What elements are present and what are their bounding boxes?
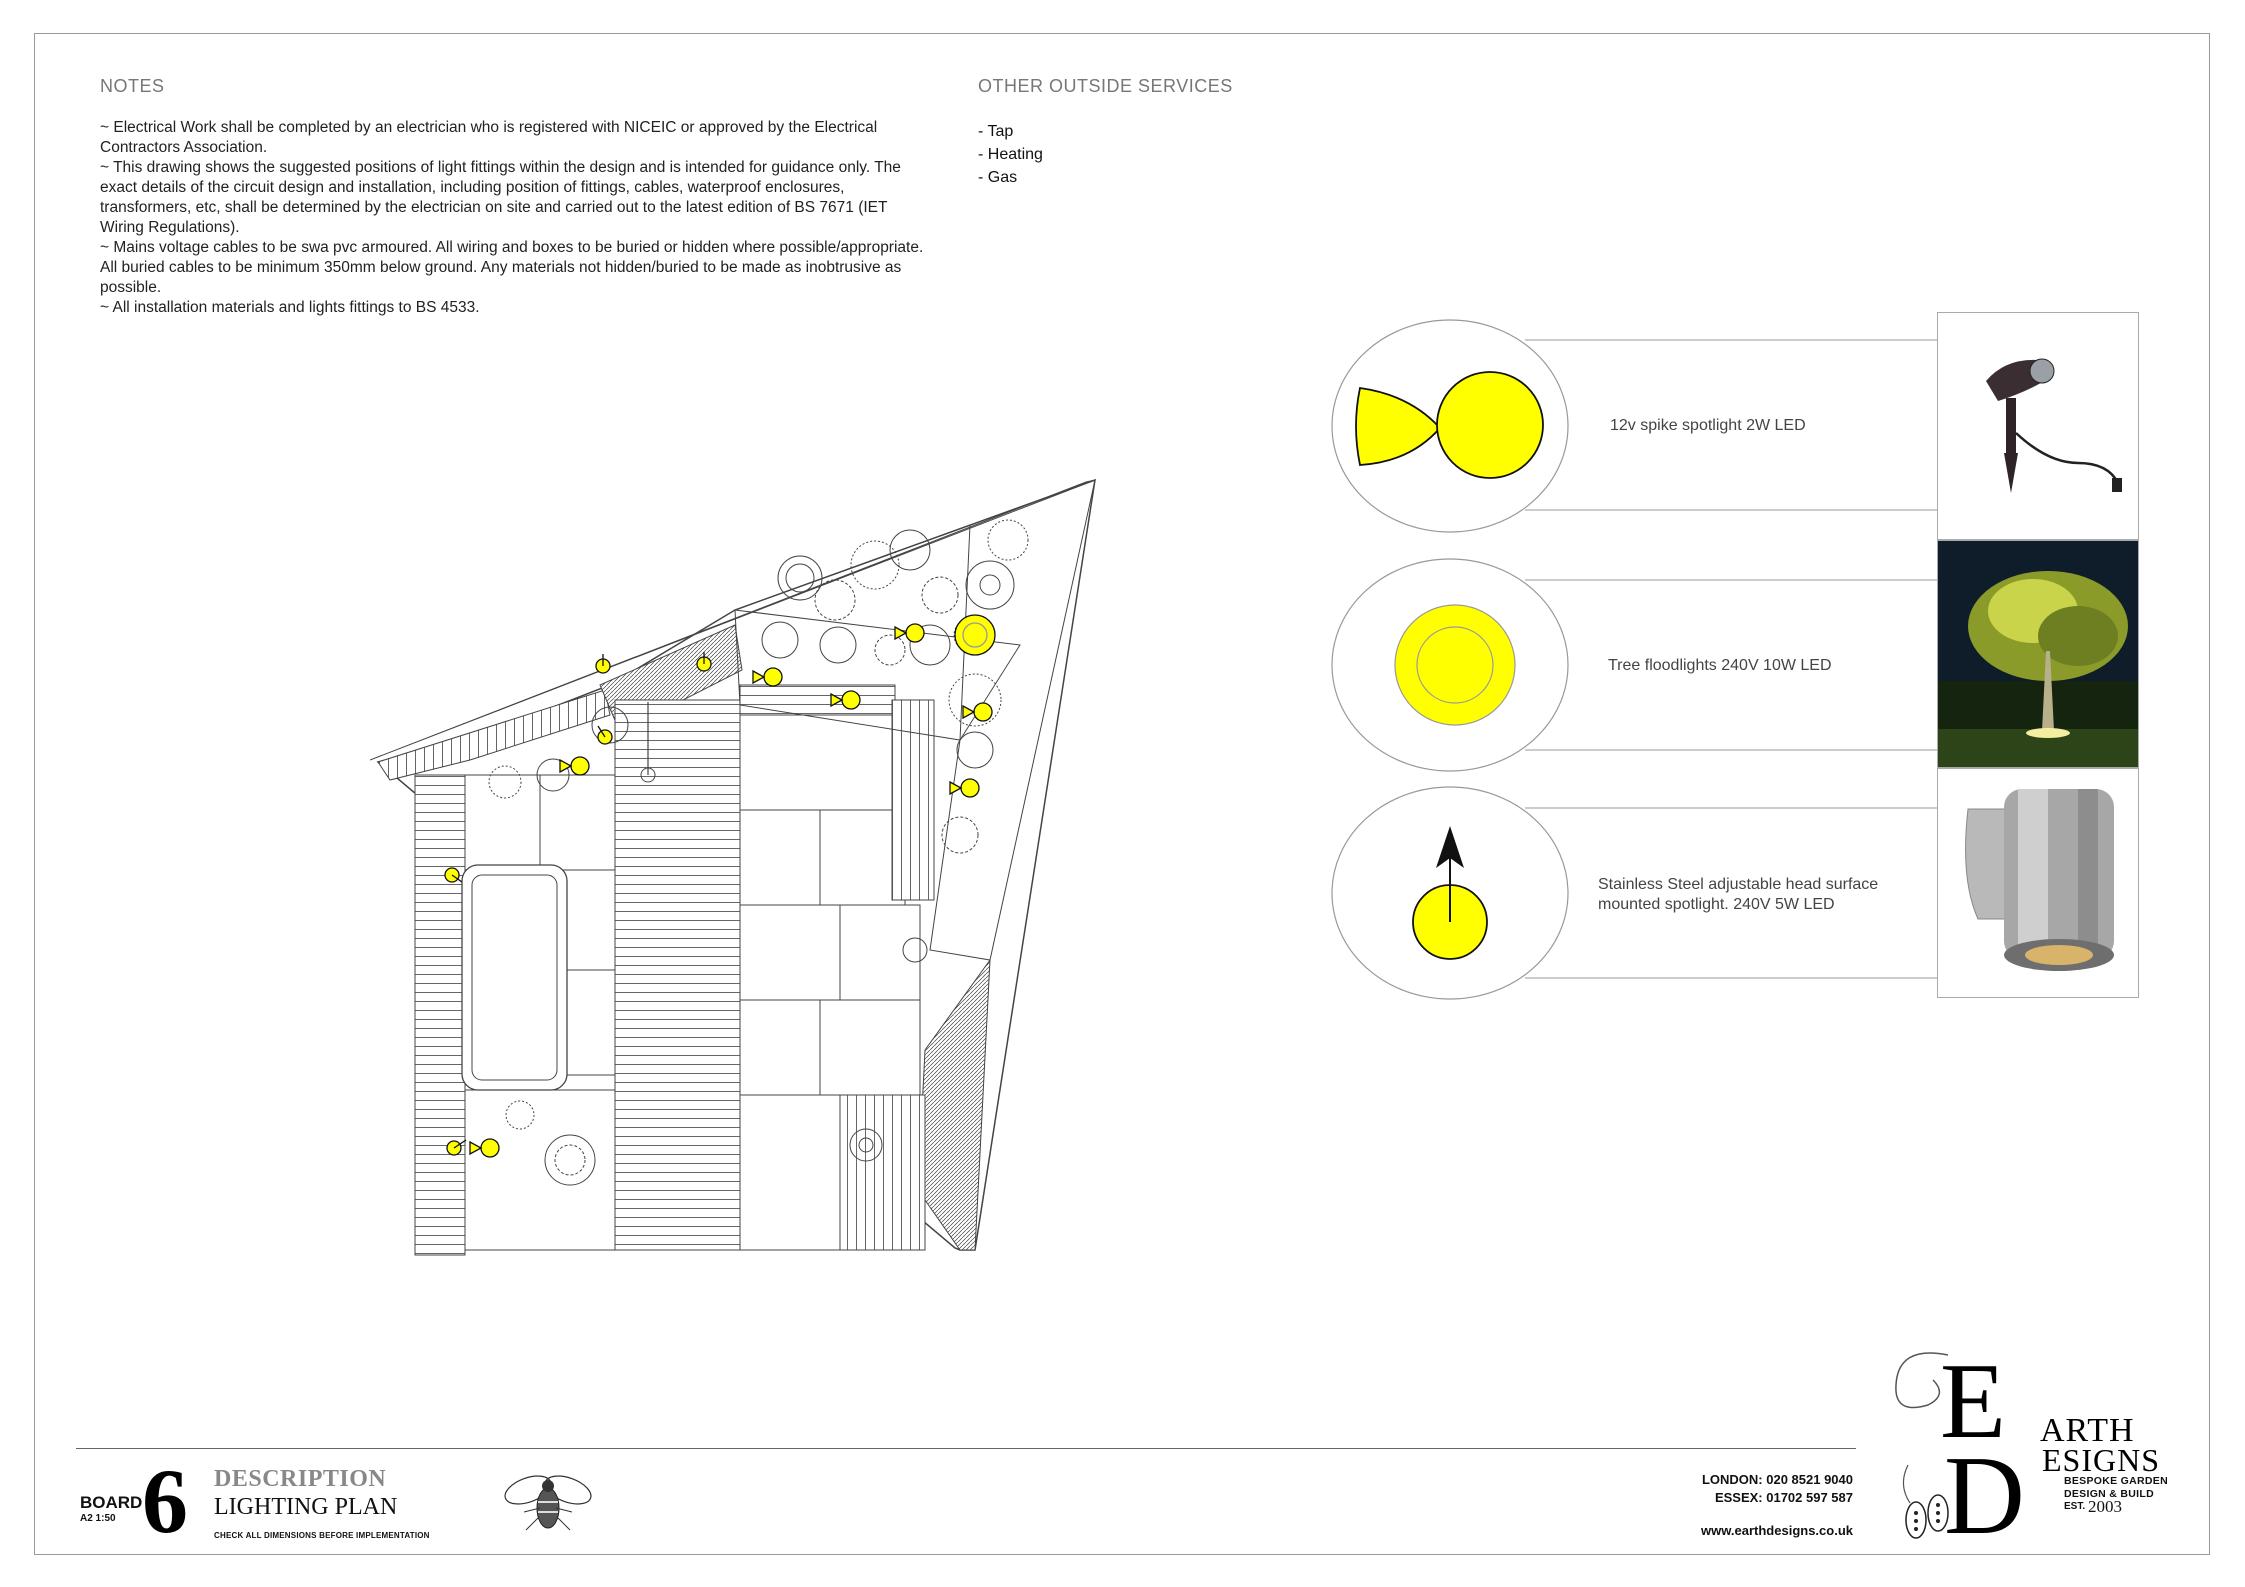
garden-sofa: [462, 865, 567, 1090]
plan-wall-spotlight: [596, 654, 610, 673]
legend-row-3-symbol: [1332, 787, 1568, 999]
plan-spike-spotlight: [470, 1139, 499, 1157]
service-item-tap: - Tap: [978, 123, 1014, 140]
photo-tree-floodlight: [1937, 540, 2139, 768]
brand-esigns: ESIGNS: [2042, 1442, 2161, 1478]
bee-icon: [500, 1468, 596, 1540]
legend-label-floodlight: Tree floodlights 240V 10W LED: [1608, 657, 1832, 674]
brand-tagline-1: BESPOKE GARDEN: [2064, 1475, 2168, 1487]
footer-divider: [76, 1448, 1856, 1449]
legend-label-wall-line2: mounted spotlight. 240V 5W LED: [1598, 896, 1835, 913]
note-line: ~ Mains voltage cables to be swa pvc armoured. All wiring and boxes to be buried or hidden where possible/appropriate. All buried cables to be minimum 350mm below ground. Any materials not hidden/buried to be made as inobtrusive as possible.: [100, 239, 924, 296]
gravel-strip-right: [918, 960, 990, 1250]
photo-spike-spotlight: [1937, 312, 2139, 540]
note-line: ~ This drawing shows the suggested positions of light fittings within the design and is intended for guidance only. The exact details of the circuit design and installation, including position of fittings, cables, waterproof enclosures, transformers, etc, shall be determined by the electrician on site and carried out to the latest edition of BS 7671 (IET Wiring Regulations).: [100, 159, 901, 236]
brand-year: 2003: [2088, 1497, 2122, 1516]
description-value: LIGHTING PLAN: [214, 1494, 398, 1520]
notes-title: NOTES: [100, 76, 165, 96]
service-item-heating: - Heating: [978, 146, 1043, 163]
plan-spike-spotlight: [560, 757, 589, 775]
central-decking: [615, 700, 740, 1250]
note-line: ~ Electrical Work shall be completed by an electrician who is registered with NICEIC or approved by the Electrical Contractors Association.: [100, 119, 878, 156]
brand-letter-e: E: [1940, 1342, 2006, 1461]
services-list: [978, 120, 1043, 189]
plan-wall-spotlight: [598, 726, 612, 744]
left-fence: [415, 775, 465, 1255]
garden-plan: [370, 470, 1110, 1260]
plan-spike-spotlight: [895, 624, 924, 642]
board-number: 6: [142, 1450, 188, 1552]
contact-london: LONDON: 020 8521 9040: [1701, 1472, 1853, 1487]
notes-body: [100, 118, 930, 318]
plan-spike-spotlight: [963, 703, 992, 721]
brand-arth: ARTH: [2040, 1412, 2135, 1449]
legend-label-wall-line1: Stainless Steel adjustable head surface: [1598, 876, 1879, 893]
plan-spike-spotlight: [753, 668, 782, 686]
raised-bed-planks: [740, 685, 895, 715]
photo-wall-spotlight: [1937, 768, 2139, 998]
website-link[interactable]: www.earthdesigns.co.uk: [1701, 1523, 1853, 1538]
brand-letter-d: D: [1944, 1434, 2025, 1558]
note-line: ~ All installation materials and lights fittings to BS 4533.: [100, 299, 480, 316]
contact-essex: ESSEX: 01702 597 587: [1714, 1490, 1853, 1505]
brand-est: EST.: [2064, 1501, 2086, 1512]
description-title: DESCRIPTION: [214, 1466, 387, 1492]
plan-tree-floodlight: [955, 615, 995, 655]
brand-tagline-2: DESIGN & BUILD: [2064, 1488, 2154, 1500]
legend-row-1-symbol: [1332, 320, 1568, 532]
legend-row-2-symbol: [1332, 559, 1568, 771]
right-bed: [840, 1095, 925, 1250]
service-item-gas: - Gas: [978, 169, 1018, 186]
board-scale: A2 1:50: [80, 1513, 116, 1524]
board-label: BOARD: [80, 1493, 143, 1512]
legend-label-spike: 12v spike spotlight 2W LED: [1610, 417, 1806, 434]
description-note: CHECK ALL DIMENSIONS BEFORE IMPLEMENTATION: [214, 1531, 430, 1540]
services-title: OTHER OUTSIDE SERVICES: [978, 76, 1233, 96]
